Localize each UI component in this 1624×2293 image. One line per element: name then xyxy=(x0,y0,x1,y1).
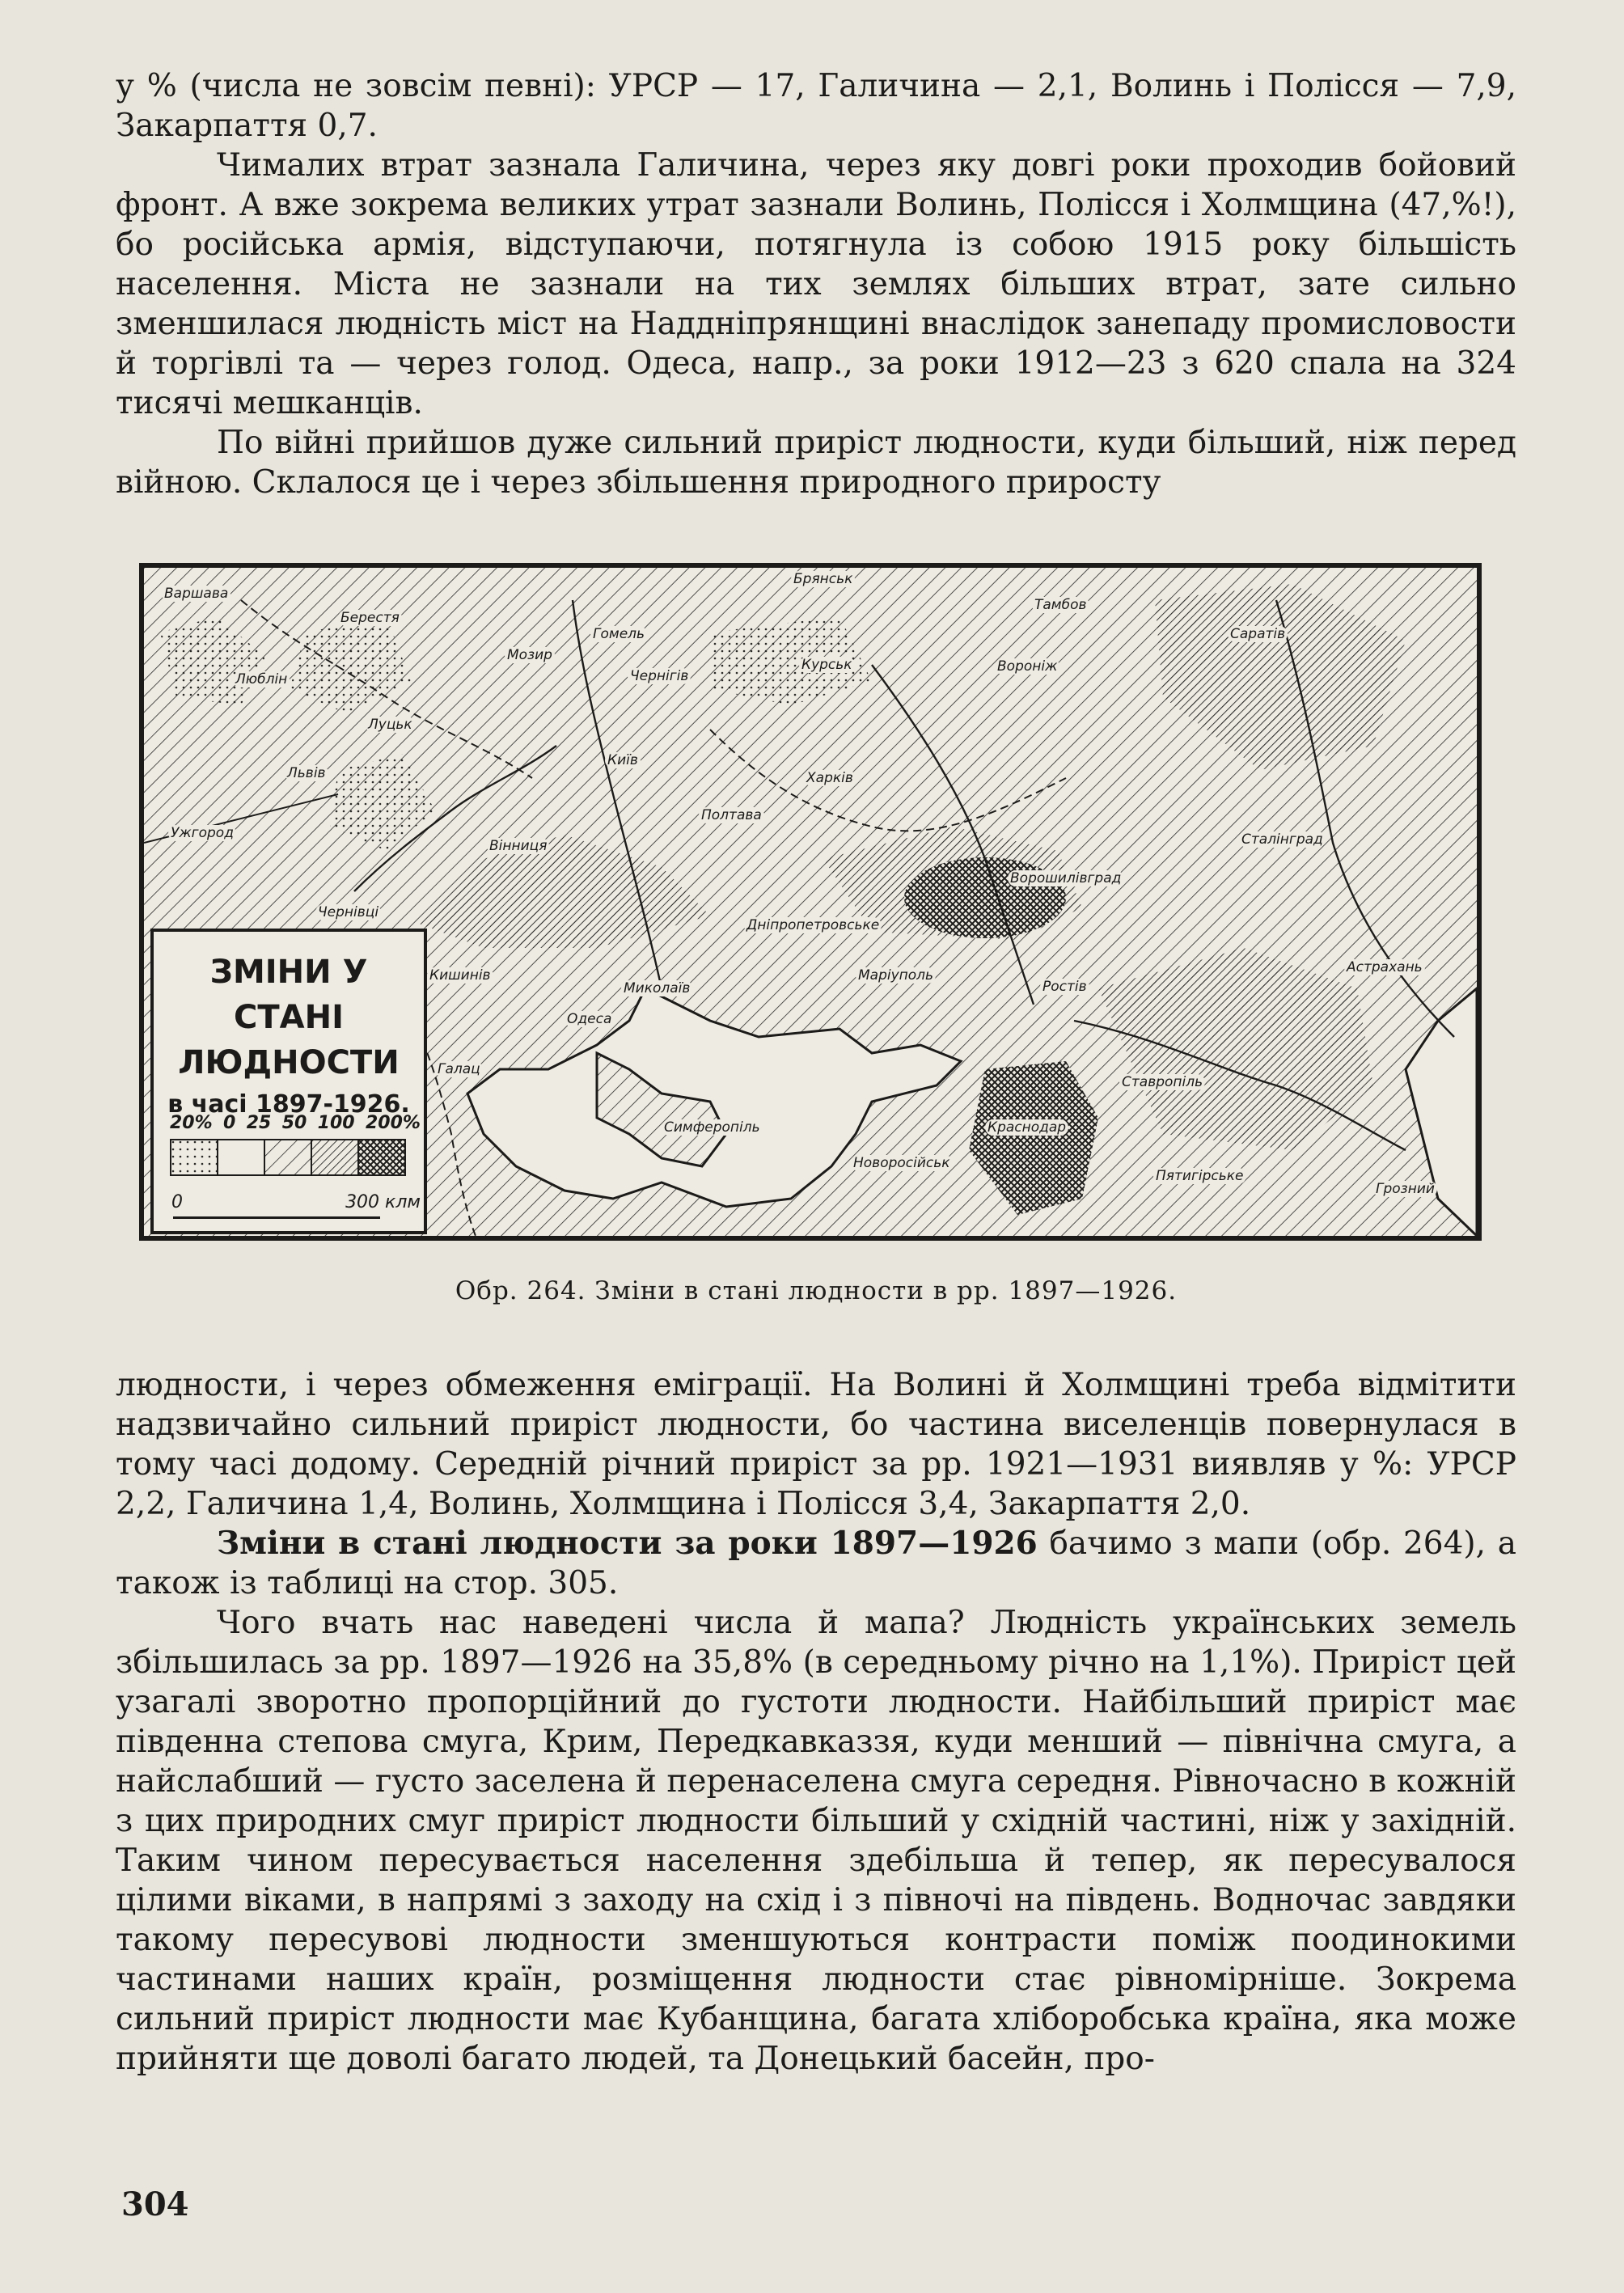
city-label: Гомель xyxy=(590,626,647,642)
scale-end-label: 300 клм xyxy=(345,1192,421,1212)
city-label: Дніпропетровське xyxy=(744,917,882,933)
city-label: Тамбов xyxy=(1032,597,1089,613)
city-label: Берестя xyxy=(338,610,402,626)
paragraph: Чималих втрат зазнала Галичина, через яку довгі роки проходив бойовий фронт. А вже зокрема великих утрат зазнали Волинь, Полісся і Холмщина (47,%!), бо російська армія, відступаючи, потягнула із собою 1915 року більшість населення. Міста не зазнали на тих землях більших втрат, зате сильно зменшилася людність міст на Наддніпрянщині внаслідок занепаду промисловости й торгівлі та — через голод. Одеса, напр., за роки 1912—23 з 620 спала на 324 тисячі мешканців. xyxy=(116,147,1516,421)
city-label: Варшава xyxy=(162,586,230,602)
city-label: Чернігів xyxy=(628,668,691,684)
city-label: Люблін xyxy=(233,671,290,687)
city-label: Київ xyxy=(605,752,641,768)
city-label: Одеса xyxy=(565,1011,614,1027)
city-label: Мозир xyxy=(505,647,555,663)
city-label: Краснодар xyxy=(985,1119,1068,1136)
city-label: Ростів xyxy=(1040,979,1089,995)
legend-tick: 0 xyxy=(223,1113,236,1133)
legend-subtitle: в часі 1897-1926. xyxy=(167,1090,410,1119)
scale-start-label: 0 xyxy=(171,1192,183,1212)
city-label: Грозний xyxy=(1373,1181,1437,1197)
city-label: Вороніж xyxy=(995,658,1059,675)
city-label: Симферопіль xyxy=(662,1119,763,1136)
paragraph xyxy=(116,1524,1516,1603)
legend-title: ЗМІНИ У СТАНІ ЛЮДНОСТИ xyxy=(178,954,400,1081)
legend-swatches xyxy=(170,1139,412,1178)
legend-tick: 50 xyxy=(281,1113,307,1133)
paragraph: По війні прийшов дуже сильний приріст людности, куди більший, ніж перед війною. Склалося це і через збільшення природного приросту xyxy=(116,425,1516,501)
city-label: Новоросійськ xyxy=(851,1155,953,1171)
city-label: Кишинів xyxy=(427,967,493,984)
paragraph: Чого вчать нас наведені числа й мапа? Людність українських земель збільшилась за рр. 1897—1926 на 35,8% (в середньому річно на 1,1%). Приріст цей узагалі зворотно пропорційний до густоти людности. Найбільший приріст має південна степова смуга, Крим, Передкавказзя, куди менший — північна смуга, а найслабший — густо заселена й перенаселена смуга середня. Рівночасно в кожній з цих природних смуг приріст людности більший у східній частині, ніж у західній. Таким чином пересувається населення здебільша й тепер, як пересувалося цілими віками, в напрямі з заходу на схід і з півночі на південь. Водночас завдяки такому пересувові людности зменшуються контрасти поміж поодинокими частинами наших країн, розміщення людности стає рівномірніше. Зокрема сильний приріст людности має Кубанщина, багата хліборобська країна, яка може прийняти ще доволі багато людей, та Донецький басейн, про- xyxy=(116,1605,1516,2077)
city-label: Саратів xyxy=(1228,626,1288,642)
legend-tick: 200% xyxy=(365,1113,421,1133)
city-label: Вінниця xyxy=(487,838,549,854)
city-label: Луцьк xyxy=(366,717,415,733)
legend-tick: 100 xyxy=(317,1113,355,1133)
scale-line xyxy=(173,1216,380,1219)
city-label: Ставропіль xyxy=(1119,1074,1205,1090)
city-label: Львів xyxy=(285,765,328,781)
legend-tick: 20% xyxy=(170,1113,213,1133)
city-label: Ужгород xyxy=(168,825,236,841)
paragraph: у % (числа не зовсім певні): УРСР — 17, Галичина — 2,1, Волинь і Полісся — 7,9, Закарпаття 0,7. xyxy=(116,68,1516,144)
city-label: Маріуполь xyxy=(856,967,936,984)
figure-caption: Обр. 264. Зміни в стані людности в рр. 1897—1926. xyxy=(455,1276,1178,1305)
legend-tick: 25 xyxy=(246,1113,272,1133)
map-legend xyxy=(150,929,427,1234)
city-label: Брянськ xyxy=(791,571,855,587)
paragraph: людности, і через обмеження еміграції. На Волині й Холмщині треба відмітити надзвичайно сильний приріст людности, бо частина виселенців повернулася в тому часі додому. Середній річний приріст за рр. 1921—1931 виявляв у %: УРСР 2,2, Галичина 1,4, Волинь, Холмщина і Полісся 3,4, Закарпаття 2,0. xyxy=(116,1367,1516,1522)
city-label: Пятигірське xyxy=(1153,1168,1246,1184)
city-label: Миколаїв xyxy=(621,980,692,996)
city-label: Харків xyxy=(804,770,856,786)
page-number: 304 xyxy=(121,2185,189,2223)
bottom-text-block xyxy=(116,1365,1516,2079)
scale-bar xyxy=(170,1192,421,1225)
paragraph-text: бачимо з мапи (обр. 264), а також із таблиці на стор. 305. xyxy=(116,1525,1516,1601)
city-label: Сталінград xyxy=(1239,831,1326,848)
city-label: Полтава xyxy=(699,807,764,823)
city-label: Галац xyxy=(435,1061,483,1077)
city-label: Ворошилівград xyxy=(1008,870,1123,886)
bold-lead-in: Зміни в стані людности за роки 1897—1926 xyxy=(217,1525,1038,1562)
city-label: Астрахань xyxy=(1344,959,1425,975)
population-change-map xyxy=(139,563,1482,1241)
legend-ticks xyxy=(170,1113,421,1133)
top-text-block xyxy=(116,66,1516,502)
city-label: Курськ xyxy=(799,657,855,673)
city-label: Чернівці xyxy=(315,904,381,920)
